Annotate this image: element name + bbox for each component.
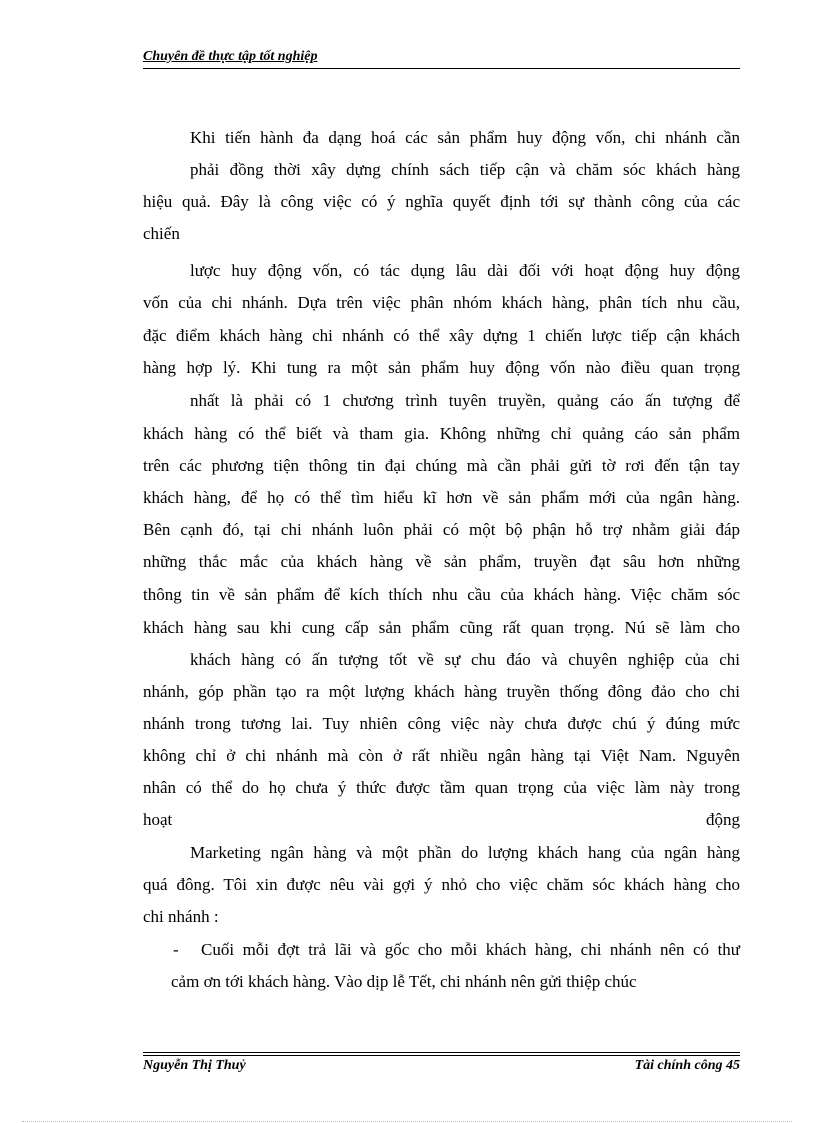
body-line: phải đồng thời xây dựng chính sách tiếp cận và chăm sóc khách hàng xyxy=(190,160,740,179)
page-header-title: Chuyên đề thực tập tốt nghiệp xyxy=(143,49,318,64)
body-line: hàng hợp lý. Khi tung ra một sản phẩm huy động vốn nào điều quan trọng xyxy=(143,358,740,377)
body-line: lược huy động vốn, có tác dụng lâu dài đối với hoạt động huy động xyxy=(190,261,740,280)
body-line: đặc điểm khách hàng chi nhánh có thể xây dựng 1 chiến lược tiếp cận khách xyxy=(143,326,740,345)
body-line: không chỉ ở chi nhánh mà còn ở rất nhiều ngân hàng tại Việt Nam. Nguyên xyxy=(143,746,740,765)
body-line: những thắc mắc của khách hàng về sản phẩm, truyền đạt sâu hơn những xyxy=(143,552,740,571)
body-line: hoạt xyxy=(143,810,173,829)
body-line: chiến xyxy=(143,224,180,243)
body-line: Bên cạnh đó, tại chi nhánh luôn phải có một bộ phận hỗ trợ nhằm giải đáp xyxy=(143,520,740,539)
bullet-line: Cuối mỗi đợt trả lãi và gốc cho mỗi khách hàng, chi nhánh nên có thư xyxy=(201,940,740,959)
body-line: khách hàng có ấn tượng tốt về sự chu đáo và chuyên nghiệp của chi xyxy=(190,650,740,669)
body-line: thông tin về sản phẩm để kích thích nhu cầu của khách hàng. Việc chăm sóc xyxy=(143,585,740,604)
body-line: Marketing ngân hàng và một phần do lượng khách hang của ngân hàng xyxy=(190,843,740,862)
footer-divider xyxy=(143,1055,740,1056)
footer-divider xyxy=(143,1052,740,1053)
body-line: khách hàng, để họ có thể tìm hiểu kĩ hơn về sản phẩm mới của ngân hàng. xyxy=(143,488,740,507)
body-line: trên các phương tiện thông tin đại chúng mà cần phải gửi tờ rơi đến tận tay xyxy=(143,456,740,475)
bullet-marker: - xyxy=(173,940,179,959)
body-line: vốn của chi nhánh. Dựa trên việc phân nhóm khách hàng, phân tích nhu cầu, xyxy=(143,293,740,312)
body-line: nhất là phải có 1 chương trình tuyên truyền, quảng cáo ấn tượng để xyxy=(190,391,740,410)
header-divider xyxy=(143,68,740,69)
body-line: khách hàng có thể biết và tham gia. Không những chỉ quảng cáo sản phẩm xyxy=(143,424,740,443)
body-line: khách hàng sau khi cung cấp sản phẩm cũng rất quan trọng. Nú sẽ làm cho xyxy=(143,618,740,637)
body-line: nhánh trong tương lai. Tuy nhiên công việc này chưa được chú ý đúng mức xyxy=(143,714,740,733)
bullet-line: cảm ơn tới khách hàng. Vào dịp lễ Tết, chi nhánh nên gửi thiệp chúc xyxy=(171,972,637,991)
page-bottom-border xyxy=(22,1121,792,1122)
footer-class-name: Tài chính công 45 xyxy=(634,1058,740,1073)
body-line: chi nhánh : xyxy=(143,907,219,926)
body-line: nhân có thể do họ chưa ý thức được tầm quan trọng của việc làm này trong xyxy=(143,778,740,797)
body-line: quá đông. Tôi xin được nêu vài gợi ý nhỏ cho việc chăm sóc khách hàng cho xyxy=(143,875,740,894)
body-line: động xyxy=(706,810,740,829)
body-line: nhánh, góp phần tạo ra một lượng khách hàng truyền thống đông đảo cho chi xyxy=(143,682,740,701)
body-line: Khi tiến hành đa dạng hoá các sản phẩm huy động vốn, chi nhánh cần xyxy=(190,128,740,147)
footer-author: Nguyễn Thị Thuỷ xyxy=(143,1058,246,1073)
body-line: hiệu quả. Đây là công việc có ý nghĩa quyết định tới sự thành công của các xyxy=(143,192,740,211)
